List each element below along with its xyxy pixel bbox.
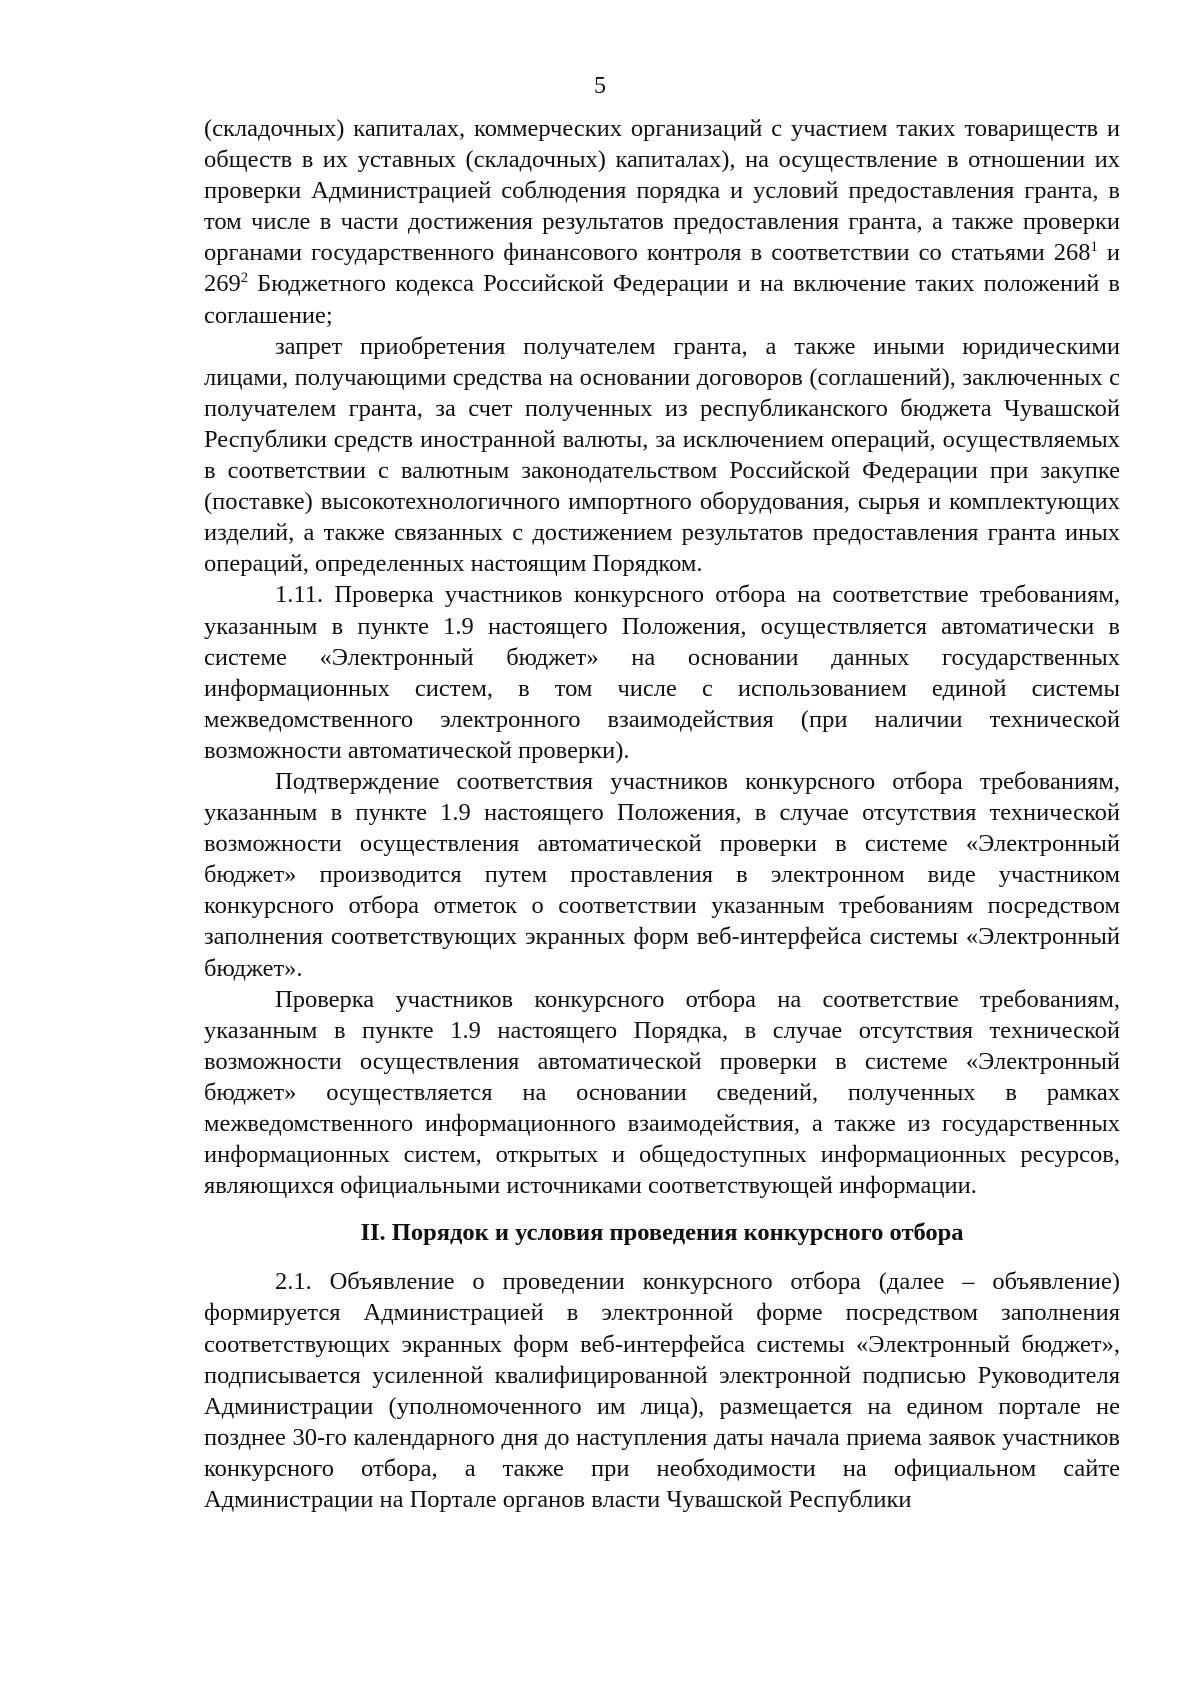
page-number: 5 bbox=[594, 73, 606, 99]
superscript: 2 bbox=[240, 270, 249, 287]
paragraph-currency-ban: запрет приобретения получателем гранта, а также иными юридическими лицами, получающими средства на основании договоров (соглашений), заключенных с получателем гранта, за счет полученных из республиканского бюджета Чувашской Республики средств иностранной валюты, за исключением операций, осуществляемых в соответствии с валютным законодательством Российской Федерации при закупке (поставке) высокотехнологичного импортного оборудования, сырья и комплектующих изделий, а также связанных с достижением результатов предоставления гранта иных операций, определенных настоящим Порядком. bbox=[204, 332, 1120, 578]
superscript: 1 bbox=[1090, 239, 1098, 256]
paragraph-manual-check: Проверка участников конкурсного отбора на соответствие требованиям, указанным в пункте 1.9 настоящего Порядка, в случае отсутствия технической возможности осуществления автоматической проверки в системе «Электронный бюджет» осуществляется на основании сведений, полученных в рамках межведомственного информационного взаимодействия, а также из государственных информационных систем, открытых и общедоступных информационных ресурсов, являющихся официальными источниками соответствующей информации. bbox=[204, 985, 1120, 1200]
paragraph-text: и 269 bbox=[204, 239, 1120, 298]
document-body bbox=[204, 113, 1120, 1515]
section-heading: II. Порядок и условия проведения конкурсного отбора bbox=[360, 1219, 964, 1247]
paragraph-2-1-announcement: 2.1. Объявление о проведении конкурсного отбора (далее – объявление) формируется Администрацией в электронной форме посредством заполнения соответствующих экранных форм веб-интерфейса системы «Электронный бюджет», подписывается усиленной квалифицированной электронной подписью Руководителя Администрации (уполномоченного им лица), размещается на едином портале не позднее 30-го календарного дня до наступления даты начала приема заявок участников конкурсного отбора, а также при необходимости на официальном сайте Администрации на Портале органов власти Чувашской Республики bbox=[204, 1268, 1120, 1514]
paragraph-confirmation: Подтверждение соответствия участников конкурсного отбора требованиям, указанным в пункте 1.9 настоящего Положения, в случае отсутствия технической возможности осуществления автоматической проверки в системе «Электронный бюджет» производится путем проставления в электронном виде участником конкурсного отбора отметок о соответствии указанным требованиям посредством заполнения соответствующих экранных форм веб-интерфейса системы «Электронный бюджет». bbox=[204, 767, 1120, 982]
paragraph-1-11-automatic-check: 1.11. Проверка участников конкурсного отбора на соответствие требованиям, указанным в пункте 1.9 настоящего Положения, осуществляется автоматически в системе «Электронный бюджет» на основании данных государственных информационных систем, в том числе с использованием единой системы межведомственного электронного взаимодействия (при наличии технической возможности автоматической проверки). bbox=[204, 581, 1120, 764]
paragraph-consent-continuation bbox=[204, 113, 1120, 331]
paragraph-text: (складочных) капиталах, коммерческих организаций с участием таких товариществ и обществ в их уставных (складочных) капиталах), на осуществление в отношении их проверки Администрацией соблюдения порядка и условий предоставления гранта, в том числе в части достижения результатов предоставления гранта, а также проверки органами государственного финансового контроля в соответствии со статьями 268 bbox=[204, 115, 1120, 267]
paragraph-text: Бюджетного кодекса Российской Федерации и на включение таких положений в соглашение; bbox=[204, 270, 1120, 329]
